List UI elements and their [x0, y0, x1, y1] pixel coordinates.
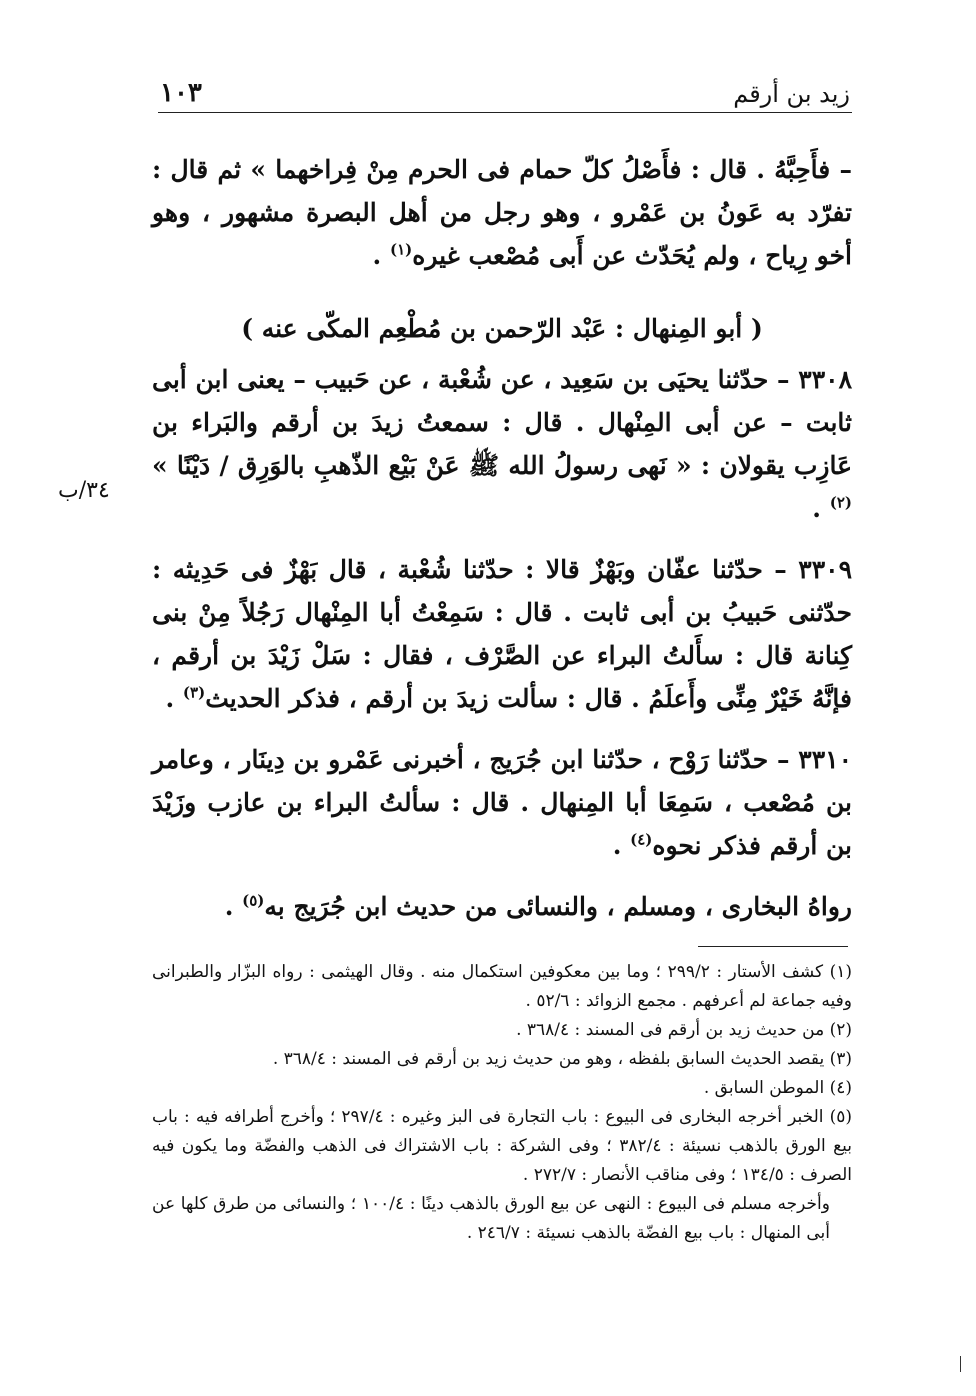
attribution-paragraph [152, 885, 852, 928]
paragraph-end: . [372, 241, 390, 270]
hadith-text: – حدّثنا عفّان وبَهْزٌ قالا : حدّثنا شُعْبة ، قال بَهْزٌ فى حَدِيثه : حدّثنى حَبيبُ بن أبى ثابت . قال : سَمِعْتُ أبا المِنْهال رَجُلاً مِنْ بنى كِنانة قال : سأَلتُ البراء عن الصَّرْف ، فقال : سَلْ زَيْدَ بن أرقم ، فإنَّهُ خَيْرٌ مِنِّى وأَعلَمُ . قال : سألت زيدَ بن أرقم ، فذكر الحديث [152, 555, 852, 713]
hadith-text: – حدّثنا يحيَى بن سَعِيد ، عن شُعْبة ، عن حَبيب – يعنى ابن أبى ثابت – عن أبى المِنْهال . قال : سمعتُ زيدَ بن أرقم والبَراء بن عَازِب يقولان : « نَهى رسولُ الله ﷺ عَنْ بَيْع الذّهبِ بالوَرِق / دَيْنًا » [152, 365, 852, 480]
page-number: ١٠٣ [160, 78, 202, 108]
hadith-number: ٣٣٠٩ [798, 555, 852, 584]
scan-edge-mark [960, 1356, 961, 1372]
paragraph-text: – فأَحِبَّهُ . قال : فأَصْلُ كلّ حمام فى الحرم مِنْ فِراخهما » ثم قال : تفرّد به عَونُ بن عَمْرو ، وهو رجل من أهل البصرة مشهور ، وهو أخو رِياح ، ولم يُحَدّث عن أَبى مُصْعب غيره [152, 155, 852, 270]
footnote-separator [698, 946, 848, 947]
manuscript-folio-note: ٣٤/ب [58, 478, 110, 503]
hadith-text: – حدّثنا رَوْح ، حدّثنا ابن جُرَيج ، أخبرنى عَمْرو بن دِينَار ، وعامر بن مُصْعب ، سَمِعَا أبا المِنهال . قال : سألتُ البراء بن عازب وزَيْدَ بن أرقم فذكر نحوه [152, 745, 852, 860]
page-header [160, 64, 850, 108]
hadith-3309 [152, 548, 852, 720]
main-text [152, 148, 852, 946]
footnote-5: (٥) الخبر أخرجه البخارى فى البيوع : باب التجارة فى البز وغيره : ٢٩٧/٤ ؛ وأخرج أطرافه فيه : باب بيع الورق بالذهب نسيئة : ٣٨٢/٤ ؛ وفى الشركة : باب الاشتراك فى الذهب والفضّة وما يكون فيه الصرف : ١٣٤/٥ ؛ وفى مناقب الأنصار : ٢٧٢/٧ . [152, 1107, 853, 1185]
hadith-number: ٣٣١٠ [798, 745, 852, 774]
footnote-5-continued: وأخرجه مسلم فى البيوع : النهى عن بيع الورق بالذهب دينًا : ١٠٠/٤ ؛ والنسائى من طرق كلها عن أبى المنهال : باب بيع الفضّة بالذهب نسيئة : ٢٤٦/٧ . [152, 1194, 830, 1243]
footnotes [152, 958, 852, 1248]
footnote-ref: (٥) [242, 891, 265, 910]
hadith-3310 [152, 738, 852, 867]
hadith-number: ٣٣٠٨ [798, 365, 852, 394]
hadith-end: . [612, 831, 631, 860]
footnote-2: (٢) من حديث زيد بن أرقم فى المسند : ٣٦٨/٤ . [516, 1020, 852, 1040]
footnote-ref: (١) [389, 240, 413, 259]
footnote-4: (٤) الموطن السابق . [703, 1078, 852, 1098]
paragraph-continuation [152, 148, 852, 277]
footnote-ref: (٤) [630, 830, 653, 849]
footnote-1: (١) كشف الأستار : ٢٩٩/٢ ؛ وما بين معكوفين استكمال منه . وقال الهيثمى : رواه البزّار والطبرانى وفيه جماعة لم أعرفهم . مجمع الزوائد : ٥٢/٦ . [152, 962, 852, 1011]
hadith-3308 [152, 358, 852, 530]
running-title: زيد بن أرقم [733, 80, 850, 108]
attribution-text: رواهُ البخارى ، ومسلم ، والنسائى من حديث ابن جُرَيج به [264, 892, 852, 921]
hadith-end: . [812, 494, 830, 523]
footnote-3: (٣) يقصد الحديث السابق بلفظه ، وهو من حديث زيد بن أرقم فى المسند : ٣٦٨/٤ . [272, 1049, 852, 1069]
hadith-end: . [165, 684, 183, 713]
footnote-ref: (٣) [182, 683, 206, 702]
section-title: ( أبو المِنهال : عَبْد الرّحمن بن مُطْعِم المكّى عنه ) [241, 314, 763, 343]
footnote-ref: (٢) [829, 493, 852, 512]
header-rule [158, 112, 852, 113]
attribution-end: . [224, 892, 243, 921]
